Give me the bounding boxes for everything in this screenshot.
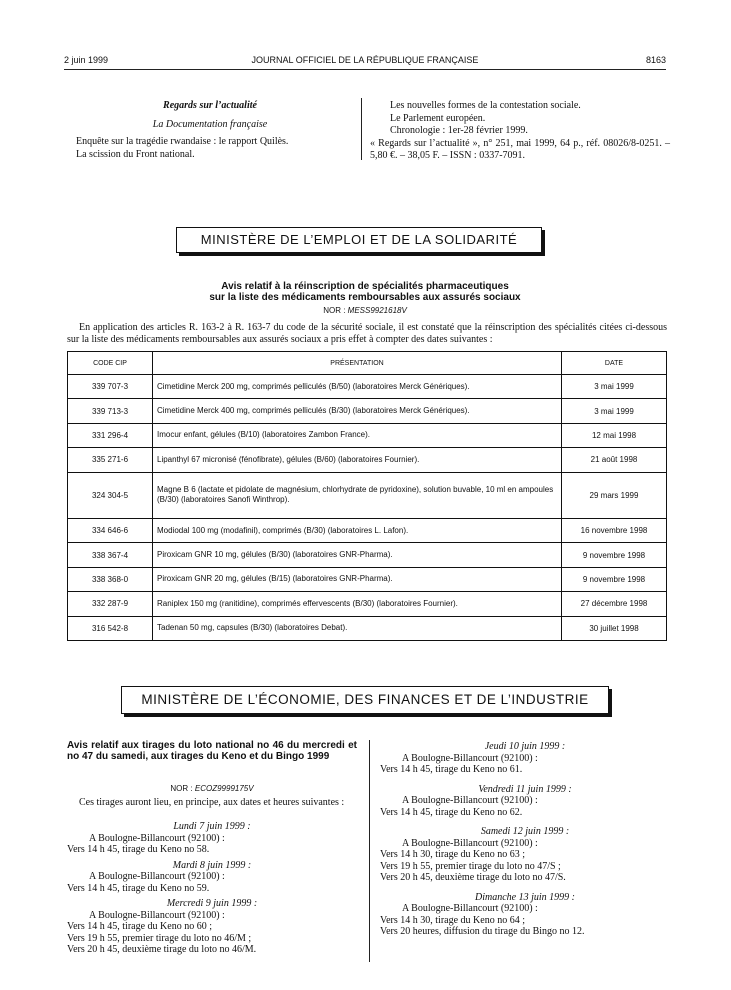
table-row xyxy=(68,567,667,591)
effective-date: 21 août 1998 xyxy=(562,448,667,472)
contents-line: La scission du Front national. xyxy=(76,148,195,160)
nor-reference xyxy=(130,306,600,315)
presentation: Raniplex 150 mg (ranitidine), comprimés effervescents (B/30) (laboratoires Fournier). xyxy=(153,592,562,616)
schedule-line: Vers 20 h 45, deuxième tirage du loto no 47/S. xyxy=(380,872,566,883)
table-header-row xyxy=(68,352,667,375)
notice-intro: Ces tirages auront lieu, en principe, aux dates et heures suivantes : xyxy=(79,797,345,808)
cip-code: 316 542-8 xyxy=(68,616,153,640)
schedule-line: Vers 14 h 45, tirage du Keno no 60 ; xyxy=(67,921,212,932)
issue-date: 2 juin 1999 xyxy=(64,55,109,65)
cip-code: 332 287-9 xyxy=(68,592,153,616)
publication-block-left xyxy=(70,100,350,161)
nor-value: ECOZ9999175V xyxy=(194,784,254,793)
schedule-location: A Boulogne-Billancourt (92100) : xyxy=(402,903,538,914)
medication-table xyxy=(67,351,667,641)
presentation: Magne B 6 (lactate et pidolate de magnésium, chlorhydrate de pyridoxine), solution buvable, 10 ml en ampoules (B/30) (laboratoires Sanofi Winthrop). xyxy=(153,472,562,519)
schedule-day: Jeudi 10 juin 1999 : xyxy=(484,741,566,752)
effective-date: 3 mai 1999 xyxy=(562,399,667,423)
effective-date: 9 novembre 1998 xyxy=(562,543,667,567)
publication-block-right xyxy=(370,100,670,163)
column-header: CODE CIP xyxy=(68,352,153,375)
draw-schedule-right xyxy=(380,741,670,938)
effective-date: 29 mars 1999 xyxy=(562,472,667,519)
table-row xyxy=(68,472,667,519)
schedule-line: Vers 20 heures, diffusion du tirage du Bingo no 12. xyxy=(380,926,585,937)
cip-code: 331 296-4 xyxy=(68,423,153,447)
presentation: Lipanthyl 67 micronisé (fénofibrate), gélules (B/60) (laboratoires Fournier). xyxy=(153,448,562,472)
presentation: Cimetidine Merck 400 mg, comprimés pelliculés (B/30) (laboratoires Merck Génériques). xyxy=(153,399,562,423)
notice-title-line: Avis relatif à la réinscription de spécialités pharmaceutiques xyxy=(221,281,509,292)
table-row xyxy=(68,375,667,399)
effective-date: 9 novembre 1998 xyxy=(562,567,667,591)
schedule-location: A Boulogne-Billancourt (92100) : xyxy=(89,909,225,921)
schedule-line: Vers 19 h 55, premier tirage du loto no 47/S ; xyxy=(380,860,561,872)
schedule-line: Vers 14 h 30, tirage du Keno no 63 ; xyxy=(380,849,525,860)
effective-date: 27 décembre 1998 xyxy=(562,592,667,616)
column-divider xyxy=(361,98,362,160)
table-row xyxy=(68,448,667,472)
schedule-day: Mardi 8 juin 1999 : xyxy=(172,859,252,871)
schedule-day: Samedi 12 juin 1999 : xyxy=(480,826,570,837)
schedule-line: Vers 14 h 45, tirage du Keno no 61. xyxy=(380,764,523,775)
draw-schedule-left xyxy=(67,821,357,956)
effective-date: 30 juillet 1998 xyxy=(562,616,667,640)
page-number: 8163 xyxy=(645,55,666,65)
column-divider xyxy=(369,740,370,962)
publication-title: Regards sur l’actualité xyxy=(163,100,257,111)
table-row xyxy=(68,399,667,423)
notice-title: Avis relatif aux tirages du loto national no 46 du mercredi et no 47 du samedi, aux tirages du Keno et du Bingo 1999 xyxy=(67,740,357,762)
schedule-location: A Boulogne-Billancourt (92100) : xyxy=(89,871,225,882)
journal-title: JOURNAL OFFICIEL DE LA RÉPUBLIQUE FRANÇAISE xyxy=(251,55,479,65)
schedule-location: A Boulogne-Billancourt (92100) : xyxy=(402,752,538,764)
schedule-location: A Boulogne-Billancourt (92100) : xyxy=(402,795,538,806)
column-header: DATE xyxy=(562,352,667,375)
table-row xyxy=(68,423,667,447)
effective-date: 16 novembre 1998 xyxy=(562,519,667,543)
column-header: PRÉSENTATION xyxy=(153,352,562,375)
notice-title xyxy=(130,281,600,303)
schedule-day: Lundi 7 juin 1999 : xyxy=(173,821,251,832)
presentation: Cimetidine Merck 200 mg, comprimés pelliculés (B/50) (laboratoires Merck Génériques). xyxy=(153,375,562,399)
nor-label: NOR : xyxy=(323,306,346,315)
presentation: Modiodal 100 mg (modafinil), comprimés (B/30) (laboratoires L. Lafon). xyxy=(153,519,562,543)
table-row xyxy=(68,616,667,640)
effective-date: 12 mai 1998 xyxy=(562,423,667,447)
ministry-heading: MINISTÈRE DE L’ÉCONOMIE, DES FINANCES ET DE L’INDUSTRIE xyxy=(121,686,609,714)
presentation: Piroxicam GNR 20 mg, gélules (B/15) (laboratoires GNR-Pharma). xyxy=(153,567,562,591)
publication-reference: « Regards sur l’actualité », n° 251, mai 1999, 64 p., réf. 08026/8-0251. – 5,80 €. – 38,05 F. – ISSN : 0337-7091. xyxy=(370,137,670,161)
schedule-day: Dimanche 13 juin 1999 : xyxy=(475,891,575,903)
cip-code: 338 368-0 xyxy=(68,567,153,591)
cip-code: 339 707-3 xyxy=(68,375,153,399)
schedule-line: Vers 14 h 45, tirage du Keno no 58. xyxy=(67,844,210,855)
contents-line: Enquête sur la tragédie rwandaise : le rapport Quilès. xyxy=(76,136,289,147)
schedule-line: Vers 14 h 45, tirage du Keno no 59. xyxy=(67,882,210,894)
header-rule xyxy=(64,69,666,70)
table-row xyxy=(68,543,667,567)
contents-line: Chronologie : 1er-28 février 1999. xyxy=(390,125,528,136)
cip-code: 324 304-5 xyxy=(68,472,153,519)
nor-reference xyxy=(67,784,357,793)
cip-code: 335 271-6 xyxy=(68,448,153,472)
schedule-line: Vers 14 h 45, tirage du Keno no 62. xyxy=(380,806,523,818)
cip-code: 334 646-6 xyxy=(68,519,153,543)
presentation: Piroxicam GNR 10 mg, gélules (B/30) (laboratoires GNR-Pharma). xyxy=(153,543,562,567)
cip-code: 338 367-4 xyxy=(68,543,153,567)
cip-code: 339 713-3 xyxy=(68,399,153,423)
nor-value: MESS9921618V xyxy=(347,306,407,315)
schedule-location: A Boulogne-Billancourt (92100) : xyxy=(402,837,538,849)
schedule-day: Mercredi 9 juin 1999 : xyxy=(166,898,258,909)
table-row xyxy=(68,592,667,616)
schedule-line: Vers 14 h 30, tirage du Keno no 64 ; xyxy=(380,914,525,926)
nor-label: NOR : xyxy=(170,784,193,793)
contents-line: Le Parlement européen. xyxy=(390,112,486,124)
table-row xyxy=(68,519,667,543)
notice-intro: En application des articles R. 163-2 à R. 163-7 du code de la sécurité sociale, il est constaté que la réinscription des spécialités citées ci-dessous sur la liste des médicaments remboursables aux assurés sociaux a pris effet à compter des dates suivantes : xyxy=(67,322,667,345)
effective-date: 3 mai 1999 xyxy=(562,375,667,399)
presentation: Tadenan 50 mg, capsules (B/30) (laboratoires Debat). xyxy=(153,616,562,640)
schedule-line: Vers 19 h 55, premier tirage du loto no 46/M ; xyxy=(67,932,252,944)
notice-title-line: sur la liste des médicaments remboursables aux assurés sociaux xyxy=(209,292,521,303)
ministry-heading: MINISTÈRE DE L’EMPLOI ET DE LA SOLIDARITÉ xyxy=(176,227,542,253)
schedule-day: Vendredi 11 juin 1999 : xyxy=(478,783,572,795)
schedule-line: Vers 20 h 45, deuxième tirage du loto no 46/M. xyxy=(67,944,257,955)
schedule-location: A Boulogne-Billancourt (92100) : xyxy=(89,832,225,844)
presentation: Imocur enfant, gélules (B/10) (laboratoires Zambon France). xyxy=(153,423,562,447)
publisher: La Documentation française xyxy=(152,118,268,130)
contents-line: Les nouvelles formes de la contestation sociale. xyxy=(390,100,581,111)
